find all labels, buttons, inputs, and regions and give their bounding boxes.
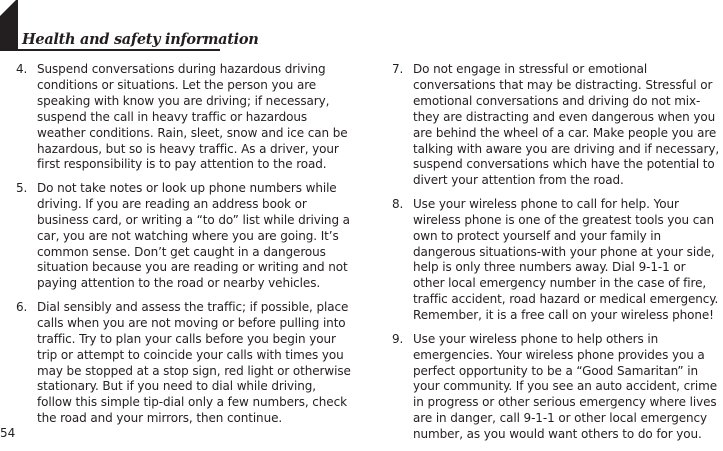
- list-item-text: Use your wireless phone to call for help. Your wireless phone is one of the greatest tools you can own to protect yourself and your family in dangerous situations-with your phone at your side, help is only three numbers away. Dial 9-1-1 or other local emergency number in the case of fire, traffic accident, road hazard or medical emergency. Remember, it is a free call on your wireless phone!: [413, 196, 719, 323]
- list-item-number: 5.: [16, 180, 28, 195]
- list-item: [390, 197, 720, 324]
- header-tab-shape: [0, 0, 18, 51]
- list-item-text: Use your wireless phone to help others in emergencies. Your wireless phone provides you a perfect opportunity to be a “Good Samaritan” in your community. If you see an auto accident, crime in progress or other serious emergency where lives are in danger, call 9-1-1 or other local emergency number, as you would want others to do for you.: [413, 331, 718, 442]
- list-item: [390, 332, 720, 443]
- safety-list-left: [14, 62, 352, 427]
- list-item: [14, 62, 352, 173]
- right-column: [390, 62, 720, 451]
- safety-list-right: [390, 62, 720, 443]
- list-item-number: 8.: [392, 196, 404, 211]
- section-title: Health and safety information: [22, 31, 259, 48]
- left-column: [14, 62, 352, 435]
- list-item-text: Do not take notes or look up phone numbers while driving. If you are reading an address book or business card, or writing a “to do” list while driving a car, you are not watching where you are going. It’s common sense. Don’t get caught in a dangerous situation because you are reading or writing and not paying attention to the road or nearby vehicles.: [37, 180, 350, 291]
- list-item: [14, 300, 352, 427]
- list-item: [390, 62, 720, 189]
- list-item-number: 4.: [16, 62, 28, 76]
- list-item-number: 7.: [392, 62, 404, 76]
- page-number: 54: [0, 426, 16, 440]
- header-tab-mark: [0, 0, 18, 51]
- list-item-text: Dial sensibly and assess the traffic; if possible, place calls when you are not moving or before pulling into traffic. Try to plan your calls before you begin your trip or attempt to coincide your calls with times you may be stopped at a stop sign, red light or otherwise stationary. But if you need to dial while driving, follow this simple tip-dial only a few numbers, check the road and your mirrors, then continue.: [37, 299, 351, 426]
- list-item-number: 6.: [16, 299, 28, 314]
- list-item-text: Do not engage in stressful or emotional conversations that may be distracting. Stressful or emotional conversations and driving do not mix-they are distracting and even dangerous when you are behind the wheel of a car. Make people you are talking with aware you are driving and if necessary, suspend conversations which have the potential to divert your attention from the road.: [413, 62, 720, 188]
- list-item: [14, 181, 352, 292]
- list-item-text: Suspend conversations during hazardous driving conditions or situations. Let the person you are speaking with know you are driving; if necessary, suspend the call in heavy traffic or hazardous weather conditions. Rain, sleet, snow and ice can be hazardous, but so is heavy traffic. As a driver, your first responsibility is to pay attention to the road.: [37, 62, 348, 172]
- list-item-number: 9.: [392, 331, 404, 346]
- header-rule: [0, 49, 220, 51]
